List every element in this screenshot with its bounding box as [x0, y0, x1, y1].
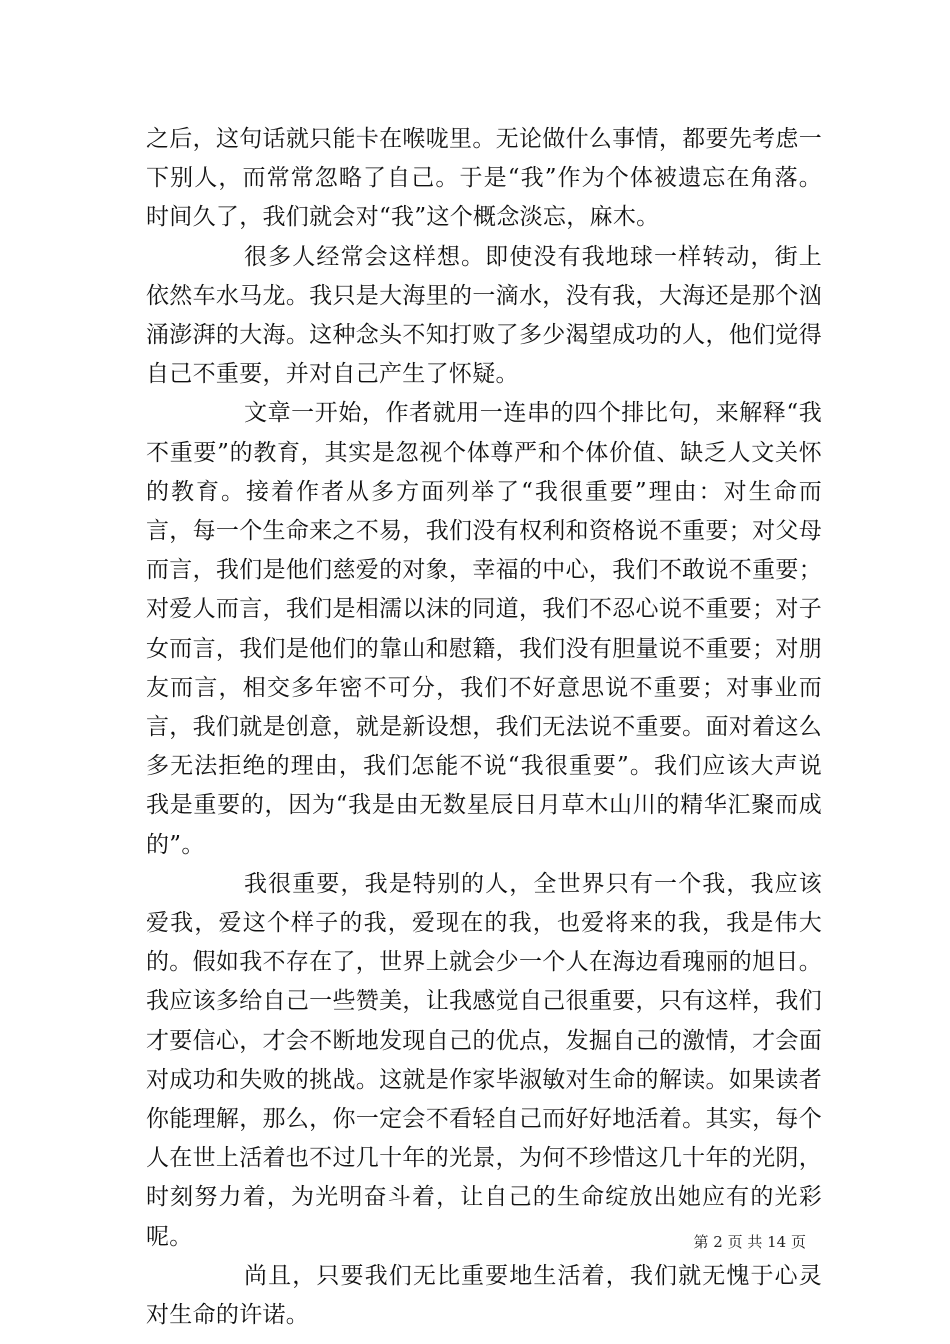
paragraph-4: 我很重要，我是特别的人，全世界只有一个我，我应该爱我，爱这个样子的我，爱现在的我，也爱将来的我，我是伟大的。假如我不存在了，世界上就会少一个人在海边看瑰丽的旭日。我应该多给自己一些赞美，让我感觉自己很重要，只有这样，我们才要信心，才会不断地发现自己的优点，发掘自己的激情，才会面对成功和失败的挑战。这就是作家毕淑敏对生命的解读。如果读者你能理解，那么，你一定会不看轻自己而好好地活着。其实，每个人在世上活着也不过几十年的光景，为何不珍惜这几十年的光阴，时刻努力着，为光明奋斗着，让自己的生命绽放出她应有的光彩呢。 [146, 870, 822, 1250]
paragraph-3: 文章一开始，作者就用一连串的四个排比句，来解释“我不重要”的教育，其实是忽视个体尊严和个体价值、缺乏人文关怀的教育。接着作者从多方面列举了“我很重要”理由：对生命而言，每一个生命来之不易，我们没有权利和资格说不重要；对父母而言，我们是他们慈爱的对象，幸福的中心，我们不敢说不重要；对爱人而言，我们是相濡以沫的同道，我们不忍心说不重要；对子女而言，我们是他们的靠山和慰籍，我们没有胆量说不重要；对朋友而言，相交多年密不可分，我们不好意思说不重要；对事业而言，我们就是创意，就是新设想，我们无法说不重要。面对着这么多无法拒绝的理由，我们怎能不说“我很重要”。我们应该大声说我是重要的，因为“我是由无数星辰日月草木山川的精华汇聚而成的”。 [146, 400, 822, 858]
paragraph-2: 很多人经常会这样想。即使没有我地球一样转动，街上依然车水马龙。我只是大海里的一滴水，没有我，大海还是那个汹涌澎湃的大海。这种念头不知打败了多少渴望成功的人，他们觉得自己不重要，并对自己产生了怀疑。 [146, 243, 822, 388]
body-text [146, 120, 822, 1335]
paragraph-1: 之后，这句话就只能卡在喉咙里。无论做什么事情，都要先考虑一下别人，而常常忽略了自己。于是“我”作为个体被遗忘在角落。时间久了，我们就会对“我”这个概念淡忘，麻木。 [146, 126, 822, 231]
paragraph-5: 尚且，只要我们无比重要地生活着，我们就无愧于心灵对生命的许诺。 [146, 1262, 822, 1329]
page-number-footer: 第 2 页 共 14 页 [693, 1233, 806, 1251]
